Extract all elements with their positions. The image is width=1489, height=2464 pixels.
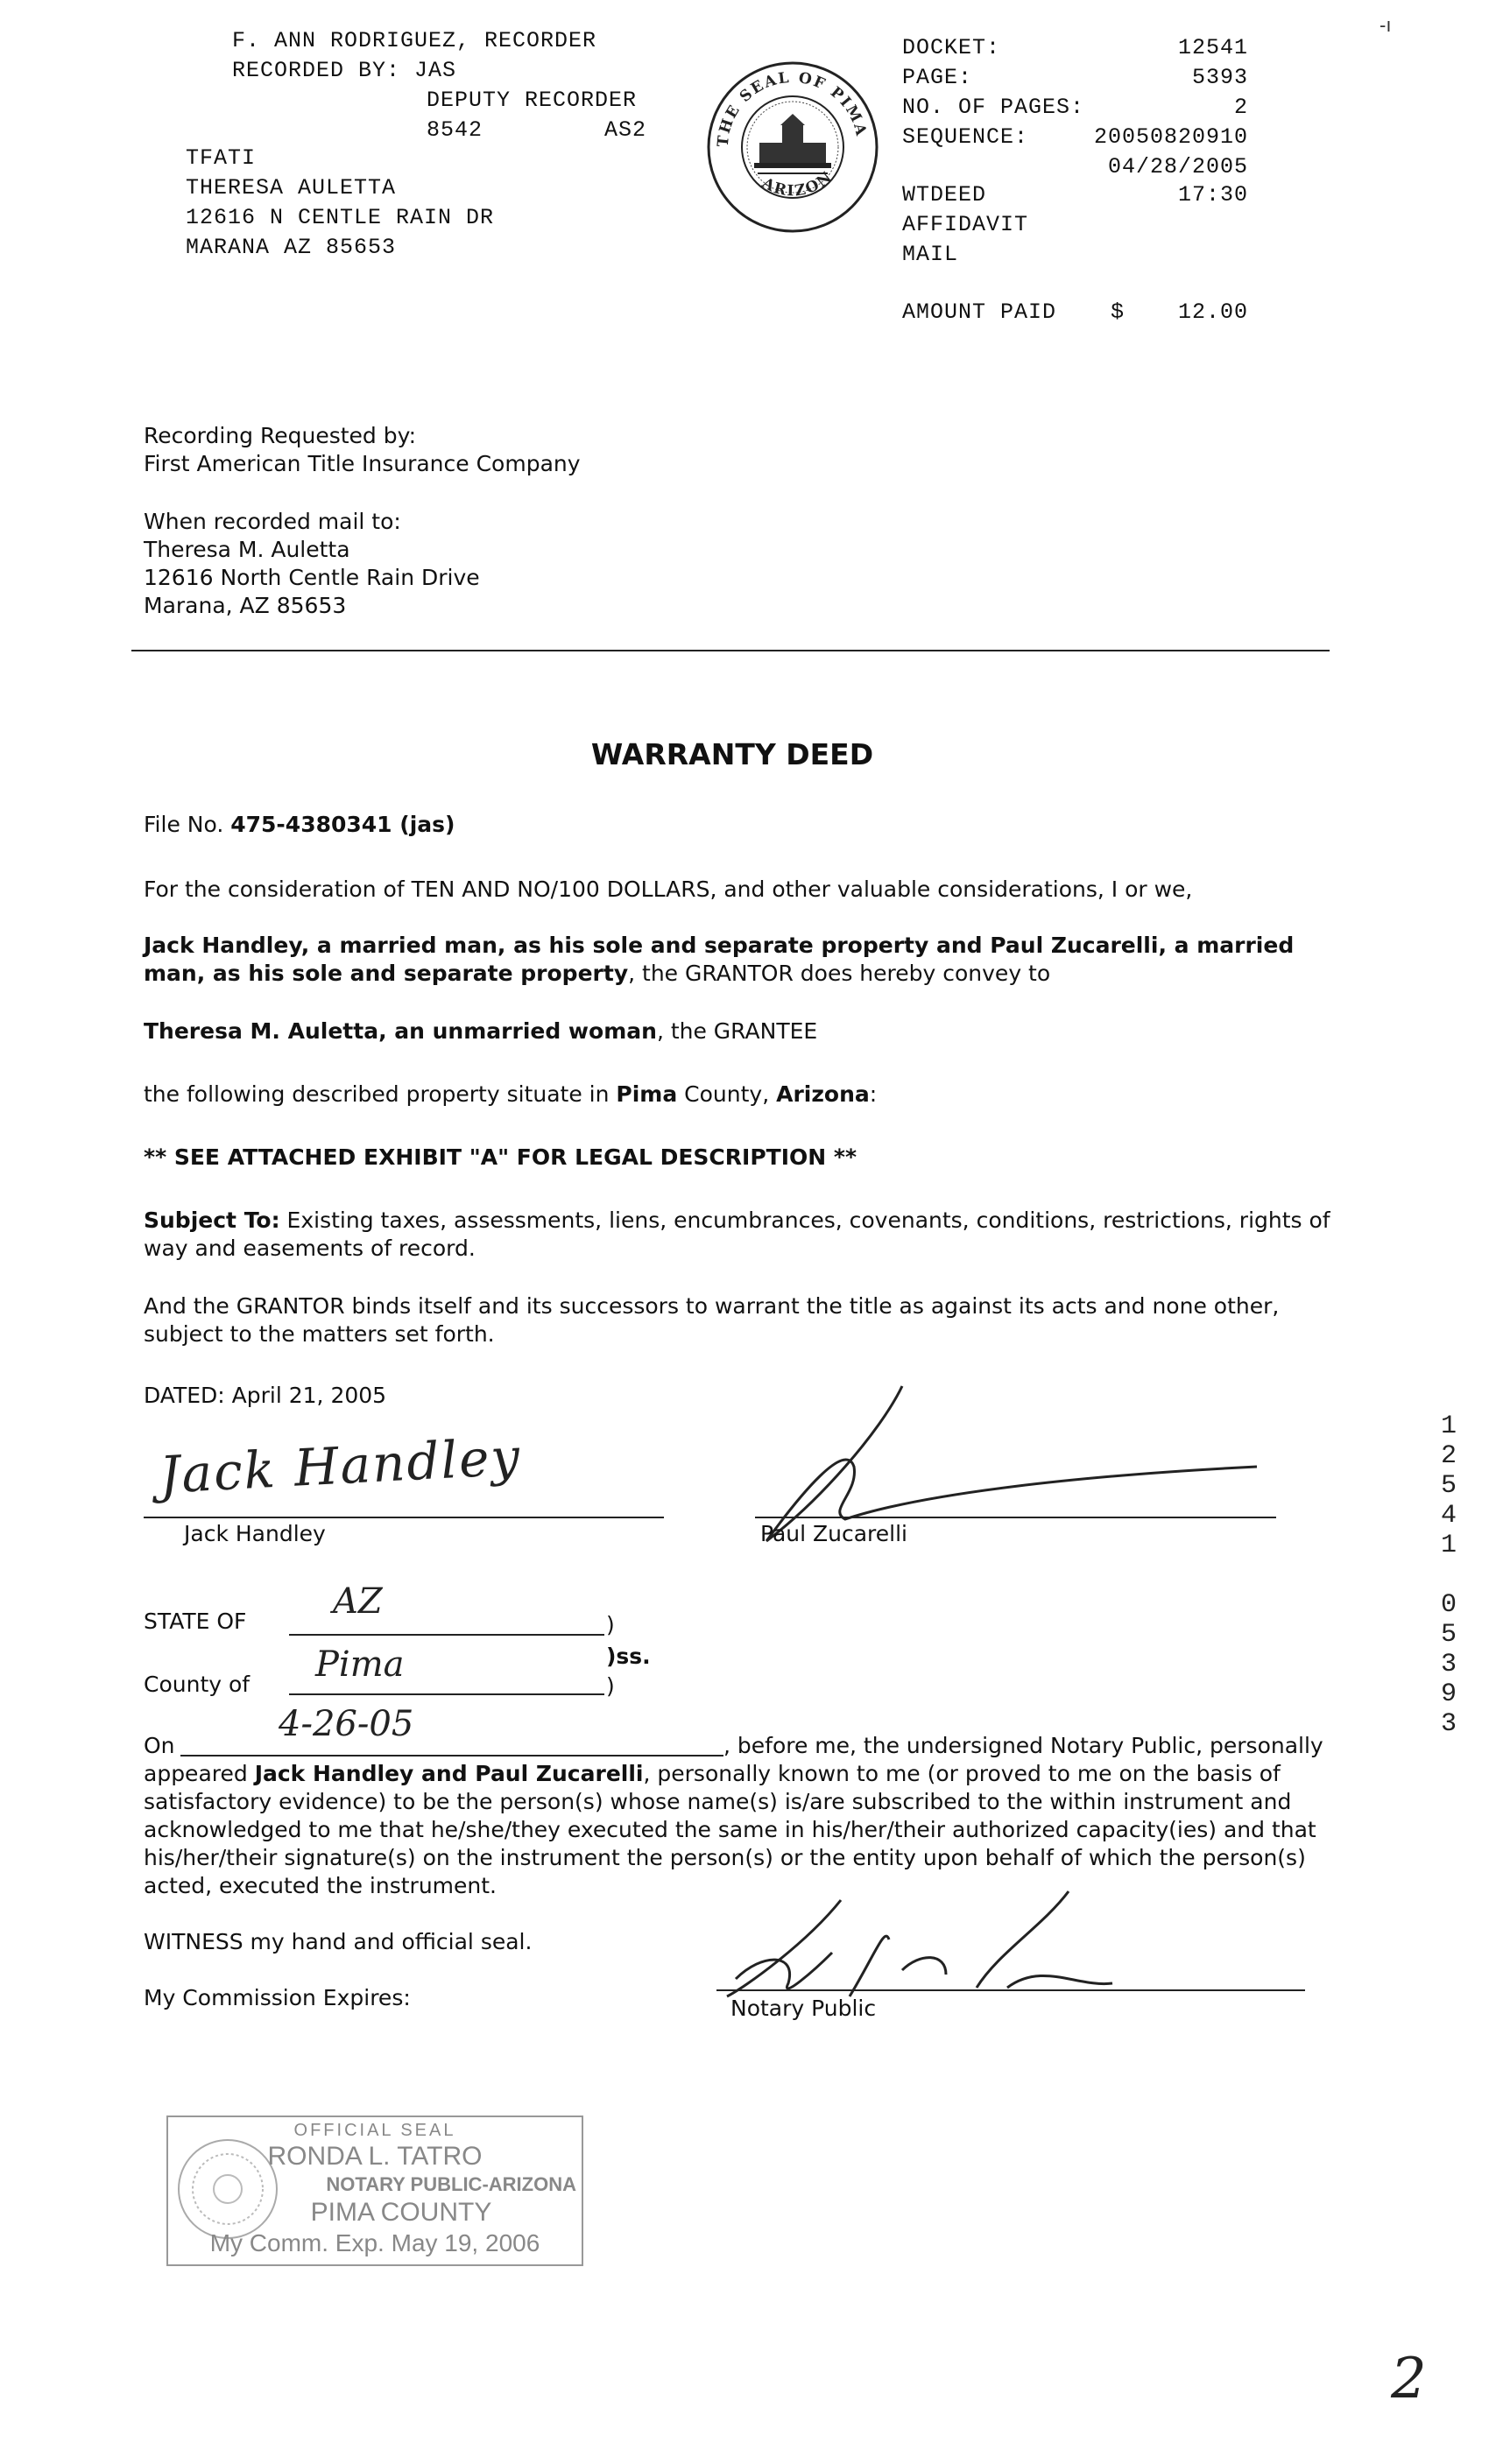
warrant-paragraph: And the GRANTOR binds itself and its successors to warrant the title as against its acts and none other, subject to the matters set forth. (144, 1293, 1280, 1347)
property-mid: County, (677, 1081, 777, 1107)
mail-to-line-1: Theresa M. Auletta (144, 537, 350, 562)
ss-label: )ss. (606, 1644, 651, 1669)
state-of-label: STATE OF (144, 1609, 247, 1634)
state-value-handwritten: AZ (333, 1581, 383, 1622)
recording-time: 17:30 (1177, 182, 1248, 208)
stamp-line-3: NOTARY PUBLIC-ARIZONA (326, 2173, 576, 2195)
side-digit: 2 (1440, 1441, 1457, 1471)
ack-lead: , before me, the undersigned Notary Public, personally (723, 1733, 1323, 1758)
property-state: Arizona (776, 1081, 870, 1107)
property-post: : (869, 1081, 878, 1107)
side-docket-number (1431, 1412, 1466, 1739)
grantor-names: Jack Handley, a married man, as his sole and separate property and Paul Zucarelli, a married man, as his sole and separate property (144, 933, 1295, 986)
recorder-code-2: AS2 (604, 117, 647, 143)
stamp-line-1: OFFICIAL SEAL (293, 2121, 456, 2140)
grantor-rest: , the GRANTOR does hereby convey to (628, 961, 1051, 986)
pages-label: NO. OF PAGES: (902, 95, 1085, 120)
notary-signature (709, 1821, 1165, 2014)
state-line (289, 1634, 604, 1636)
side-digit: 0 (1440, 1590, 1457, 1620)
signer-2-name: Paul Zucarelli (760, 1521, 907, 1546)
page-label: PAGE: (902, 65, 973, 90)
corner-mark: -ı (1380, 14, 1392, 36)
amount-currency: $ (1111, 299, 1126, 325)
deed-title: WARRANTY DEED (590, 737, 874, 771)
notary-signature-line (716, 1989, 1305, 1991)
seal-top-text: THE SEAL OF PIMA (714, 68, 871, 148)
page-number-handwritten: 2 (1391, 2347, 1427, 2411)
side-digit: 4 (1440, 1501, 1457, 1531)
doc-type-affidavit: AFFIDAVIT (902, 212, 1029, 237)
signer-1-name: Jack Handley (184, 1521, 326, 1546)
stamp-line-4: PIMA COUNTY (310, 2198, 492, 2227)
subject-to-paragraph (144, 1207, 1337, 1263)
doc-type-wtdeed: WTDEED (902, 182, 987, 208)
stamp-line-2: RONDA L. TATRO (267, 2142, 483, 2171)
amount-label: AMOUNT PAID (902, 299, 1057, 325)
state-paren: ) (606, 1612, 615, 1637)
county-line (289, 1693, 604, 1695)
doc-type-mail: MAIL (902, 242, 959, 267)
ack-body: , personally known to me (or proved to me on the basis of satisfactory evidence) to be the person(s) whose name(s) is/are subscribed to the within instrument and acknowledged to me that he/she/they executed the same in his/her/their authorized capacity(ies) and that his/her/their signature(s) on the instrument the person(s) or the entity upon behalf of which the person(s) acted, executed the instrument. (144, 1761, 1316, 1898)
signature-jack-handley: Jack Handley (158, 1426, 523, 1505)
side-digit: 1 (1440, 1412, 1457, 1441)
ack-names: Jack Handley and Paul Zucarelli (254, 1761, 644, 1786)
sequence-label: SEQUENCE: (902, 124, 1029, 150)
mail-to-label: When recorded mail to: (144, 509, 401, 534)
addressee-line-4: MARANA AZ 85653 (186, 235, 397, 260)
header-divider (131, 650, 1330, 651)
sequence-value: 20050820910 (1093, 124, 1248, 150)
side-digit: 5 (1440, 1620, 1457, 1650)
docket-value: 12541 (1177, 35, 1248, 60)
file-number-line (144, 811, 455, 839)
file-number-label: File No. (144, 812, 231, 837)
side-digit-gap (1431, 1560, 1466, 1590)
page-value: 5393 (1191, 65, 1248, 90)
notary-date-line (180, 1755, 723, 1756)
addressee-line-2: THERESA AULETTA (186, 175, 397, 201)
file-number: 475-4380341 (jas) (230, 812, 455, 837)
notary-seal-stamp (166, 2116, 583, 2266)
property-county: Pima (616, 1081, 678, 1107)
recording-date: 04/28/2005 (1107, 154, 1248, 180)
grantor-paragraph (144, 932, 1335, 988)
requested-by-label: Recording Requested by: (144, 423, 416, 448)
county-value-handwritten: Pima (315, 1644, 405, 1685)
consideration-text: For the consideration of TEN AND NO/100 DOLLARS, and other valuable considerations, I or we, (144, 876, 1193, 902)
notary-date-handwritten: 4-26-05 (279, 1704, 414, 1744)
addressee-line-1: TFATI (186, 145, 257, 171)
grantee-name: Theresa M. Auletta, an unmarried woman (144, 1018, 657, 1044)
commission-expires-label: My Commission Expires: (144, 1985, 411, 2010)
exhibit-reference: ** SEE ATTACHED EXHIBIT "A" FOR LEGAL DESCRIPTION ** (144, 1144, 857, 1170)
side-digit: 5 (1440, 1471, 1457, 1501)
on-label: On (144, 1733, 175, 1758)
addressee-line-3: 12616 N CENTLE RAIN DR (186, 205, 495, 230)
notary-public-label: Notary Public (730, 1996, 877, 2021)
subject-to-label: Subject To: (144, 1207, 280, 1233)
side-digit: 3 (1440, 1709, 1457, 1739)
dated-line: DATED: April 21, 2005 (144, 1383, 387, 1408)
signature-line-2 (755, 1517, 1276, 1518)
property-pre: the following described property situate in (144, 1081, 617, 1107)
subject-to-text: Existing taxes, assessments, liens, encumbrances, covenants, conditions, restrictions, rights of way and easements of record. (144, 1207, 1330, 1261)
pages-value: 2 (1233, 95, 1248, 120)
recorded-by: RECORDED BY: JAS (232, 58, 457, 83)
mail-to-line-3: Marana, AZ 85653 (144, 593, 347, 618)
seal-bottom-text: ARIZON (759, 167, 836, 201)
amount-value: 12.00 (1177, 299, 1248, 325)
mail-to-line-2: 12616 North Centle Rain Drive (144, 565, 480, 590)
recorder-code-1: 8542 (427, 117, 483, 143)
property-paragraph (144, 1081, 1335, 1109)
side-digit: 3 (1440, 1650, 1457, 1679)
county-seal-icon (705, 60, 880, 235)
signature-line-1 (144, 1517, 664, 1518)
witness-line: WITNESS my hand and official seal. (144, 1929, 533, 1954)
stamp-line-5: My Comm. Exp. May 19, 2006 (209, 2229, 540, 2256)
requested-by-company: First American Title Insurance Company (144, 451, 581, 476)
county-paren: ) (606, 1673, 615, 1699)
deputy-recorder: DEPUTY RECORDER (427, 88, 638, 113)
grantee-rest: , the GRANTEE (656, 1018, 818, 1044)
recorder-name: F. ANN RODRIGUEZ, RECORDER (232, 28, 597, 53)
docket-label: DOCKET: (902, 35, 1001, 60)
ack-appeared: appeared (144, 1761, 255, 1786)
grantee-paragraph (144, 1017, 1335, 1045)
side-digit: 9 (1440, 1679, 1457, 1709)
county-of-label: County of (144, 1672, 251, 1697)
side-digit: 1 (1440, 1531, 1457, 1560)
